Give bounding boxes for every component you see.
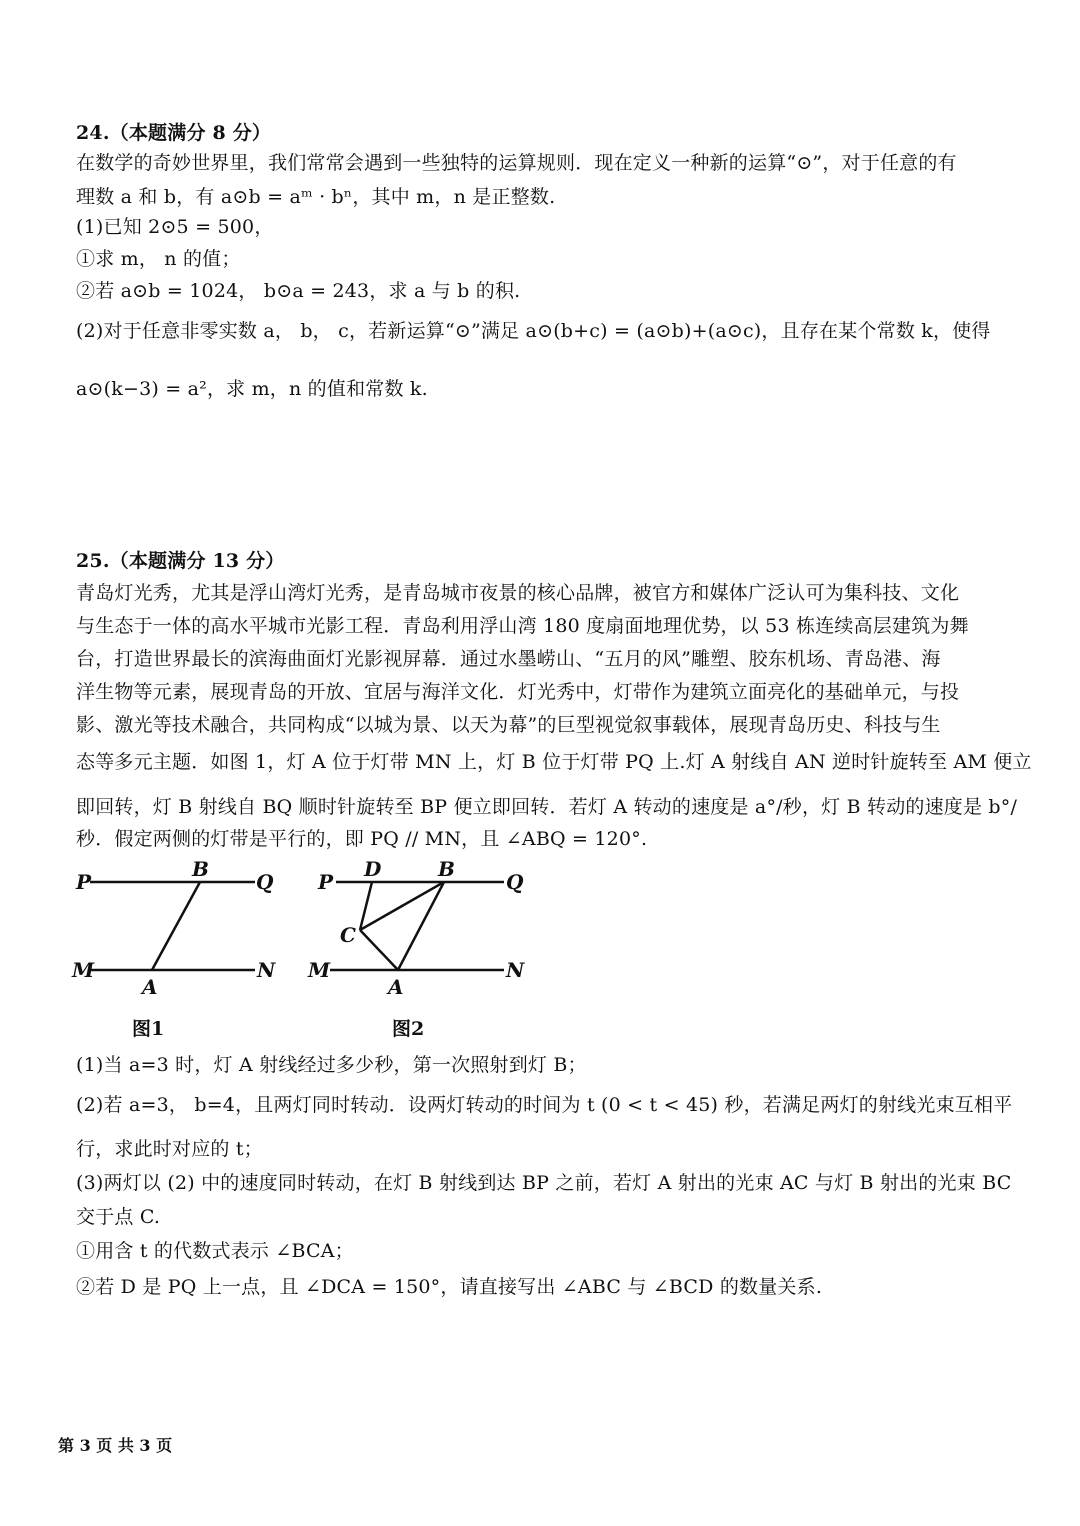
q25-sub-1: (1)当 a=3 时，灯 A 射线经过多少秒，第一次照射到灯 B； — [76, 1054, 587, 1076]
fig1-label-b: B — [192, 857, 209, 881]
figure-1-caption: 图1 — [132, 1018, 165, 1040]
fig2-label-q: Q — [506, 870, 524, 894]
q25-header: 25.（本题满分 13 分） — [76, 550, 285, 572]
figure-2 — [306, 856, 536, 996]
q25-line-7: 即回转，灯 B 射线自 BQ 顺时针旋转至 BP 便立即回转．若灯 A 转动的速度是 a°/秒，灯 B 转动的速度是 b°/ — [76, 796, 1018, 818]
figure-2-caption: 图2 — [392, 1018, 425, 1040]
fig1-label-n: N — [257, 958, 276, 982]
fig2-label-m: M — [308, 958, 331, 982]
q25-sub-3: 行，求此时对应的 t； — [76, 1138, 263, 1160]
q24-line-2: 理数 a 和 b，有 a⊙b = aᵐ · bⁿ，其中 m，n 是正整数. — [76, 186, 556, 208]
q24-line-7: a⊙(k−3) = a²，求 m，n 的值和常数 k. — [76, 378, 428, 400]
fig2-label-p: P — [318, 870, 334, 894]
q24-line-5: ②若 a⊙b = 1024， b⊙a = 243，求 a 与 b 的积. — [76, 280, 521, 302]
fig2-line-ca — [360, 930, 398, 970]
q25-line-2: 与生态于一体的高水平城市光影工程．青岛利用浮山湾 180 度扇面地理优势，以 53 栋连续高层建筑为舞 — [76, 615, 969, 637]
fig2-label-a: A — [388, 975, 404, 996]
q24-line-3: (1)已知 2⊙5 = 500， — [76, 216, 274, 238]
q25-sub-5: 交于点 C. — [76, 1206, 161, 1228]
q24-line-1: 在数学的奇妙世界里，我们常常会遇到一些独特的运算规则．现在定义一种新的运算“⊙”，对于任意的有 — [76, 152, 957, 174]
fig1-line-ab — [152, 882, 200, 970]
q25-line-1: 青岛灯光秀，尤其是浮山湾灯光秀，是青岛城市夜景的核心品牌，被官方和媒体广泛认可为集科技、文化 — [76, 582, 960, 604]
q24-header: 24.（本题满分 8 分） — [76, 122, 272, 144]
fig1-label-a: A — [142, 975, 158, 996]
q25-sub-6: ①用含 t 的代数式表示 ∠BCA； — [76, 1240, 354, 1262]
fig1-label-p: P — [76, 870, 92, 894]
q25-line-4: 洋生物等元素，展现青岛的开放、宜居与海洋文化．灯光秀中，灯带作为建筑立面亮化的基础单元，与投 — [76, 681, 960, 703]
q25-line-8: 秒．假定两侧的灯带是平行的，即 PQ // MN，且 ∠ABQ = 120°. — [76, 828, 648, 850]
fig1-label-q: Q — [256, 870, 274, 894]
q24-line-4: ①求 m， n 的值； — [76, 248, 241, 270]
fig2-label-b: B — [438, 857, 455, 881]
page-footer: 第 3 页 共 3 页 — [58, 1436, 173, 1455]
fig2-label-c: C — [340, 923, 356, 947]
q24-line-6: (2)对于任意非零实数 a， b， c，若新运算“⊙”满足 a⊙(b+c) = (a⊙b)+(a⊙c)，且存在某个常数 k，使得 — [76, 320, 991, 342]
fig1-label-m: M — [72, 958, 95, 982]
figure-1 — [70, 856, 290, 996]
fig2-label-d: D — [364, 857, 382, 881]
q25-line-5: 影、激光等技术融合，共同构成“以城为景、以天为幕”的巨型视觉叙事载体，展现青岛历史、科技与生 — [76, 714, 941, 736]
q25-line-3: 台，打造世界最长的滨海曲面灯光影视屏幕．通过水墨崂山、“五月的风”雕塑、胶东机场、青岛港、海 — [76, 648, 941, 670]
q25-sub-4: (3)两灯以 (2) 中的速度同时转动，在灯 B 射线到达 BP 之前，若灯 A 射出的光束 AC 与灯 B 射出的光束 BC — [76, 1172, 1012, 1194]
q25-line-6: 态等多元主题．如图 1，灯 A 位于灯带 MN 上，灯 B 位于灯带 PQ 上.灯 A 射线自 AN 逆时针旋转至 AM 便立 — [76, 751, 1032, 773]
q25-sub-2: (2)若 a=3， b=4，且两灯同时转动．设两灯转动的时间为 t (0 < t < 45) 秒，若满足两灯的射线光束互相平 — [76, 1094, 1013, 1116]
fig2-label-n: N — [506, 958, 525, 982]
q25-sub-7: ②若 D 是 PQ 上一点，且 ∠DCA = 150°，请直接写出 ∠ABC 与 ∠BCD 的数量关系. — [76, 1276, 823, 1298]
